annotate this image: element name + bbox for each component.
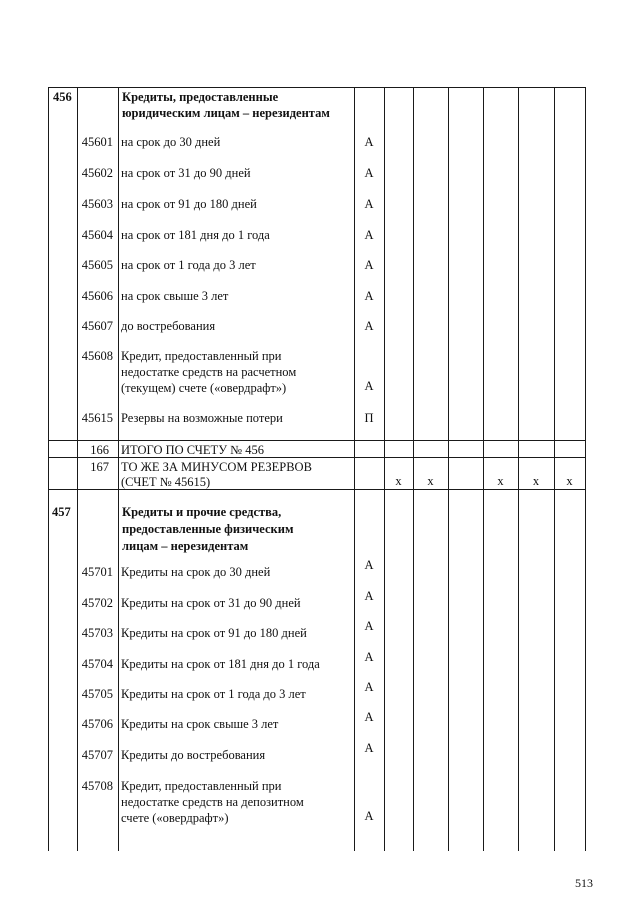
account-type-mark: А: [364, 228, 374, 242]
x-mark: x: [566, 474, 573, 488]
account-name-line: Кредиты на срок свыше 3 лет: [121, 717, 279, 731]
account-code: 45706: [81, 717, 113, 731]
section-code: 457: [52, 505, 71, 519]
account-name-line: Кредиты на срок от 91 до 180 дней: [121, 626, 307, 640]
account-name-line: Кредиты на срок от 31 до 90 дней: [121, 596, 301, 610]
x-mark: x: [532, 474, 540, 488]
account-type-mark: А: [364, 135, 374, 149]
account-code: 45702: [81, 596, 113, 610]
account-code: 45615: [81, 411, 113, 425]
account-name-line: счете («овердрафт»): [121, 811, 229, 825]
account-type-mark: А: [364, 166, 374, 180]
account-name-line: Кредиты на срок от 181 дня до 1 года: [121, 657, 320, 671]
total-label-line: (СЧЕТ № 45615): [121, 475, 211, 489]
account-name-line: на срок от 1 года до 3 лет: [121, 258, 256, 272]
account-type-mark: А: [364, 650, 374, 664]
total-label-line: ТО ЖЕ ЗА МИНУСОМ РЕЗЕРВОВ: [121, 460, 312, 474]
column-rule: [118, 87, 119, 851]
column-rule: [384, 87, 385, 851]
account-name-line: (текущем) счете («овердрафт»): [121, 381, 287, 395]
account-code: 45705: [81, 687, 113, 701]
account-name-line: на срок от 91 до 180 дней: [121, 197, 257, 211]
account-code: 45704: [81, 657, 113, 671]
column-rule: [413, 87, 414, 851]
account-type-mark: А: [364, 710, 374, 724]
table-top-rule: [48, 87, 586, 88]
account-type-mark: П: [364, 411, 374, 425]
total-label-line: ИТОГО ПО СЧЕТУ № 456: [121, 443, 264, 457]
account-type-mark: А: [364, 809, 374, 823]
account-type-mark: А: [364, 589, 374, 603]
x-mark: x: [427, 474, 434, 488]
account-code: 45605: [81, 258, 113, 272]
account-code: 45602: [81, 166, 113, 180]
x-mark: x: [497, 474, 504, 488]
total-code: 167: [90, 460, 109, 474]
section-code: 456: [53, 90, 72, 104]
account-name-line: Кредит, предоставленный при: [121, 779, 282, 793]
account-name-line: недостатке средств на расчетном: [121, 365, 297, 379]
account-type-mark: А: [364, 258, 374, 272]
account-type-mark: А: [364, 319, 374, 333]
account-name-line: до востребования: [121, 319, 216, 333]
column-rule: [448, 87, 449, 851]
section-title-line: юридическим лицам – нерезидентам: [122, 106, 330, 120]
account-code: 45603: [81, 197, 113, 211]
section-title-line: Кредиты и прочие средства,: [122, 505, 282, 519]
account-code: 45708: [81, 779, 113, 793]
account-type-mark: А: [364, 379, 374, 393]
account-type-mark: А: [364, 197, 374, 211]
account-name-line: на срок от 181 дня до 1 года: [121, 228, 270, 242]
account-name-line: на срок от 31 до 90 дней: [121, 166, 251, 180]
account-code: 45607: [81, 319, 113, 333]
account-code: 45707: [81, 748, 113, 762]
account-name-line: Кредиты до востребования: [121, 748, 266, 762]
page-number: 513: [575, 876, 593, 890]
total-166-top-rule: [48, 440, 586, 441]
total-code: 166: [90, 443, 109, 457]
account-code: 45608: [81, 349, 113, 363]
account-name-line: Кредит, предоставленный при: [121, 349, 282, 363]
account-code: 45701: [81, 565, 113, 579]
section-title-line: предоставленные физическим: [122, 522, 294, 536]
account-name-line: на срок свыше 3 лет: [121, 289, 229, 303]
account-name-line: Резервы на возможные потери: [121, 411, 283, 425]
section-title-line: Кредиты, предоставленные: [122, 90, 279, 104]
account-name-line: на срок до 30 дней: [121, 135, 221, 149]
column-rule: [48, 87, 49, 851]
account-name-line: Кредиты на срок от 1 года до 3 лет: [121, 687, 306, 701]
column-rule: [483, 87, 484, 851]
account-code: 45601: [81, 135, 113, 149]
account-code: 45703: [81, 626, 113, 640]
account-type-mark: А: [364, 680, 374, 694]
column-rule: [518, 87, 519, 851]
account-type-mark: А: [364, 619, 374, 633]
column-rule: [585, 87, 586, 851]
account-type-mark: А: [364, 741, 374, 755]
section-title-line: лицам – нерезидентам: [122, 539, 249, 553]
account-code: 45606: [81, 289, 113, 303]
column-rule: [554, 87, 555, 851]
account-name-line: недостатке средств на депозитном: [121, 795, 304, 809]
account-type-mark: А: [364, 558, 374, 572]
x-mark: x: [395, 474, 402, 488]
account-code: 45604: [81, 228, 113, 242]
account-type-mark: А: [364, 289, 374, 303]
account-name-line: Кредиты на срок до 30 дней: [121, 565, 271, 579]
